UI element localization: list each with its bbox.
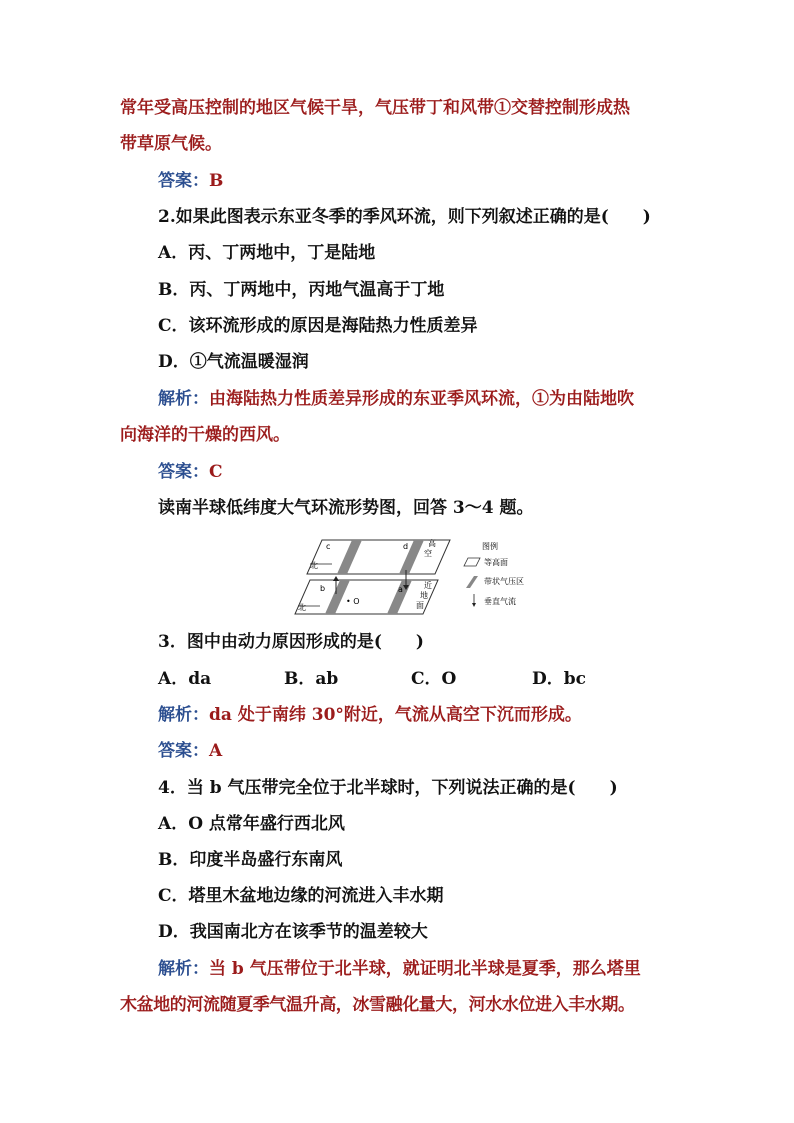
label-d: d (403, 542, 409, 551)
label-o: • O (346, 597, 360, 606)
question-3: 3．图中由动力原因形成的是( ) (158, 632, 424, 652)
circulation-diagram (290, 534, 570, 618)
explanation-text: 当 b 气压带位于北半球，就证明北半球是夏季，那么塔里 (209, 959, 641, 979)
question-3-option-a: A．da (158, 669, 212, 689)
question-2-option-d: D．①气流温暖湿润 (158, 352, 309, 372)
label-c: c (326, 542, 331, 551)
label-high-1: 高 (428, 539, 436, 548)
explanation-text: 由海陆热力性质差异形成的东亚季风环流，①为由陆地吹 (209, 389, 634, 409)
question-3-option-c: C．O (411, 669, 457, 689)
question-4-option-c: C．塔里木盆地边缘的河流进入丰水期 (158, 886, 444, 906)
answer-2 (158, 461, 223, 483)
question-2-option-a: A．丙、丁两地中，丁是陆地 (158, 243, 376, 263)
answer-label: 答案： (158, 171, 209, 191)
explanation-label: 解析： (158, 959, 209, 979)
question-3-option-d: D．bc (532, 669, 586, 689)
answer-value: C (209, 462, 223, 482)
label-near-2: 地 (420, 591, 428, 600)
question-4-option-b: B．印度半岛盛行东南风 (158, 850, 343, 870)
explanation-text: da 处于南纬 30°附近，气流从高空下沉而形成。 (209, 705, 582, 725)
intro-text: 读南半球低纬度大气环流形势图，回答 3～4 题。 (158, 498, 534, 518)
answer-1 (158, 170, 223, 192)
answer-label: 答案： (158, 741, 209, 761)
legend-plane-swatch (464, 558, 480, 566)
explanation-4-line-2: 木盆地的河流随夏季气温升高，冰雪融化量大，河水水位进入丰水期。 (120, 995, 635, 1015)
legend-belt-swatch (466, 576, 478, 588)
explanation-2-line-1 (158, 388, 634, 410)
label-high-2: 空 (424, 549, 432, 558)
label-b: b (320, 584, 326, 593)
legend-belt-label: 带状气压区 (484, 577, 524, 586)
question-3-option-b: B．ab (284, 669, 339, 689)
paragraph-line-2: 带草原气候。 (120, 134, 222, 154)
label-north-top: 北 (310, 561, 318, 570)
legend-title: 图例 (482, 542, 498, 551)
explanation-label: 解析： (158, 705, 209, 725)
answer-value: A (209, 741, 223, 761)
answer-label: 答案： (158, 462, 209, 482)
answer-3 (158, 740, 222, 762)
explanation-2-line-2: 向海洋的干燥的西风。 (120, 425, 290, 445)
circulation-diagram-svg (290, 534, 570, 618)
question-2-option-b: B．丙、丁两地中，丙地气温高于丁地 (158, 280, 445, 300)
question-4-option-d: D．我国南北方在该季节的温差较大 (158, 922, 428, 942)
question-4-option-a: A．O 点常年盛行西北风 (158, 814, 345, 834)
label-north-bottom: 北 (298, 603, 306, 612)
explanation-4-line-1 (158, 958, 641, 980)
question-4: 4．当 b 气压带完全位于北半球时，下列说法正确的是( ) (158, 778, 618, 798)
question-2: 2.如果此图表示东亚冬季的季风环流，则下列叙述正确的是( ) (158, 207, 651, 227)
question-2-option-c: C．该环流形成的原因是海陆热力性质差异 (158, 316, 478, 336)
legend-plane-label: 等高面 (484, 558, 508, 567)
paragraph-line-1: 常年受高压控制的地区气候干旱，气压带丁和风带①交替控制形成热 (120, 98, 630, 118)
legend-vertical-label: 垂直气流 (484, 597, 516, 606)
label-a: a (398, 585, 403, 594)
label-near-1: 近 (424, 581, 432, 590)
label-near-3: 面 (416, 601, 424, 610)
explanation-label: 解析： (158, 389, 209, 409)
explanation-3 (158, 704, 582, 726)
pressure-belt-upper-left (337, 540, 362, 574)
answer-value: B (209, 171, 224, 191)
